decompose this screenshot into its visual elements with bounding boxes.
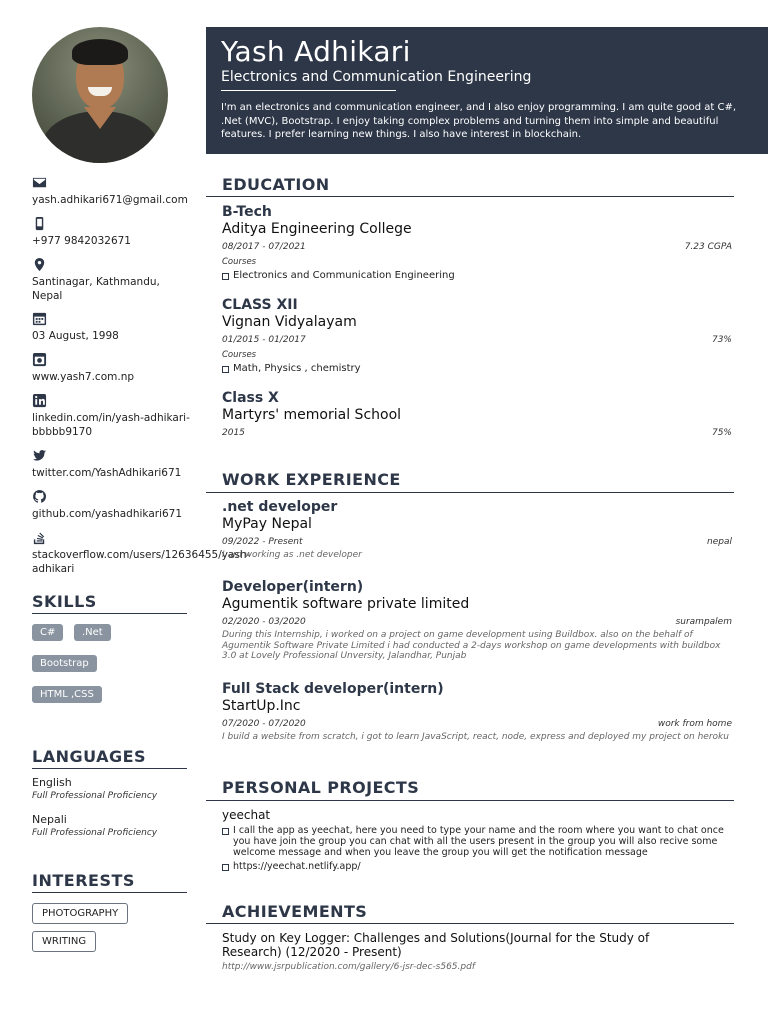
degree: CLASS XII <box>222 297 298 313</box>
dates: 07/2020 - 07/2020 <box>222 719 306 729</box>
grade: 73% <box>711 335 732 345</box>
email-icon <box>32 175 48 191</box>
job-location: nepal <box>707 537 732 547</box>
contact-twitter-text: twitter.com/YashAdhikari671 <box>32 467 182 479</box>
header-divider <box>221 90 396 91</box>
language-level: Full Professional Proficiency <box>32 791 158 801</box>
work-heading: WORK EXPERIENCE <box>222 470 401 489</box>
section-divider <box>206 923 734 924</box>
courses-label: Courses <box>222 350 257 360</box>
degree: Class X <box>222 390 279 406</box>
achievement-link[interactable]: http://www.jsrpublication.com/gallery/6-jsr-dec-s565.pdf <box>222 962 475 972</box>
candidate-title: Electronics and Communication Engineering <box>221 69 532 85</box>
achievement-entry <box>222 931 732 973</box>
grade: 7.23 CGPA <box>684 242 732 252</box>
contact-phone-text: +977 9842032671 <box>32 235 131 247</box>
contact-location <box>32 257 192 303</box>
candidate-summary: I'm an electronics and communication engineer, and I also enjoy programming. I am quite good at C#, .Net (MVC), Bootstrap. I enjoy taking complex problems and turning them into simple and beautiful features. I prefer learning new things. I also have interest in blockchain. <box>221 102 737 140</box>
degree: B-Tech <box>222 204 272 220</box>
skills-heading: SKILLS <box>32 592 187 614</box>
contact-twitter[interactable] <box>32 448 192 481</box>
contact-location-text: Santinagar, Kathmandu, Nepal <box>32 276 160 302</box>
company: StartUp.Inc <box>222 698 301 714</box>
company: Agumentik software private limited <box>222 596 470 612</box>
contact-phone[interactable] <box>32 216 192 249</box>
language-name: English <box>32 776 72 789</box>
achievements-heading: ACHIEVEMENTS <box>222 902 368 921</box>
phone-icon <box>32 216 48 232</box>
section-divider <box>206 492 734 493</box>
project-description: I call the app as yeechat, here you need to type your name and the room where you want to chat once you have join the group you can chat with all the users present in the group you will also recive some welcome message and when you leave the group you will get the notification message <box>222 825 732 858</box>
education-entry <box>222 297 732 374</box>
job-role: .net developer <box>222 499 338 515</box>
job-description: During this Internship, i worked on a project on game development using Buildbox. also on the behalf of Agumentik Software Private Limited i had conducted a 2-days workshop on game developments with buildbox 3.0 at Lovely Professional Unversity, Jalandhar, Punjab <box>222 630 721 661</box>
job-role: Full Stack developer(intern) <box>222 681 444 697</box>
language-level: Full Professional Proficiency <box>32 828 158 838</box>
avatar <box>32 27 168 163</box>
company: MyPay Nepal <box>222 516 312 532</box>
section-divider <box>206 800 734 801</box>
contact-birthdate <box>32 311 192 344</box>
contact-linkedin[interactable] <box>32 393 192 439</box>
interest-tag: PHOTOGRAPHY <box>32 903 128 924</box>
twitter-icon <box>32 448 48 464</box>
location-icon <box>32 257 48 273</box>
calendar-icon <box>32 311 48 327</box>
interests-heading: INTERESTS <box>32 871 187 893</box>
course-item: Math, Physics , chemistry <box>222 363 732 374</box>
skill-tag: Bootstrap <box>32 655 97 672</box>
work-entry <box>222 579 732 662</box>
contact-email[interactable] <box>32 175 192 208</box>
contact-stackoverflow-text: stackoverflow.com/users/12636455/yash-adhikari <box>32 549 251 575</box>
job-location: work from home <box>657 719 732 729</box>
school: Vignan Vidyalayam <box>222 314 357 330</box>
candidate-name: Yash Adhikari <box>221 35 411 68</box>
project-link[interactable]: https://yeechat.netlify.app/ <box>222 861 732 872</box>
contact-github-text: github.com/yashadhikari671 <box>32 508 183 520</box>
job-description: I am working as .net developer <box>222 550 362 560</box>
projects-heading: PERSONAL PROJECTS <box>222 778 420 797</box>
dates: 09/2022 - Present <box>222 537 303 547</box>
education-heading: EDUCATION <box>222 175 330 194</box>
language-name: Nepali <box>32 813 67 826</box>
course-item: Electronics and Communication Engineering <box>222 270 732 281</box>
achievement-title: Study on Key Logger: Challenges and Solutions(Journal for the Study of Research) (12/2020 - Present) <box>222 931 650 959</box>
contact-website[interactable] <box>32 352 192 385</box>
job-description: I build a website from scratch, i got to learn JavaScript, react, node, express and deployed my project on heroku <box>222 732 729 742</box>
github-icon <box>32 489 48 505</box>
job-location: surampalem <box>675 617 732 627</box>
education-entry <box>222 390 732 438</box>
work-entry <box>222 681 732 743</box>
skill-tag: HTML ,CSS <box>32 686 102 703</box>
project-entry <box>222 808 732 872</box>
contact-email-text: yash.adhikari671@gmail.com <box>32 194 188 206</box>
education-entry <box>222 204 732 281</box>
interest-tag: WRITING <box>32 931 96 952</box>
contact-linkedin-text: linkedin.com/in/yash-adhikari-bbbbb9170 <box>32 412 190 438</box>
grade: 75% <box>711 428 732 438</box>
website-icon <box>32 352 48 368</box>
section-divider <box>206 196 734 197</box>
dates: 02/2020 - 03/2020 <box>222 617 306 627</box>
dates: 01/2015 - 01/2017 <box>222 335 306 345</box>
contact-birthdate-text: 03 August, 1998 <box>32 330 119 342</box>
languages-heading: LANGUAGES <box>32 747 187 769</box>
contact-github[interactable] <box>32 489 192 522</box>
courses-label: Courses <box>222 257 257 267</box>
dates: 2015 <box>222 428 245 438</box>
header-banner <box>206 27 768 154</box>
stackoverflow-icon <box>32 530 48 546</box>
project-name: yeechat <box>222 808 271 822</box>
language-item <box>32 813 157 838</box>
linkedin-icon <box>32 393 48 409</box>
skill-tag: .Net <box>74 624 111 641</box>
skill-tag: C# <box>32 624 63 641</box>
job-role: Developer(intern) <box>222 579 364 595</box>
school: Aditya Engineering College <box>222 221 412 237</box>
contact-website-text: www.yash7.com.np <box>32 371 135 383</box>
dates: 08/2017 - 07/2021 <box>222 242 306 252</box>
contact-stackoverflow[interactable] <box>32 530 251 576</box>
school: Martyrs' memorial School <box>222 407 402 423</box>
language-item <box>32 776 157 801</box>
work-entry <box>222 499 732 561</box>
